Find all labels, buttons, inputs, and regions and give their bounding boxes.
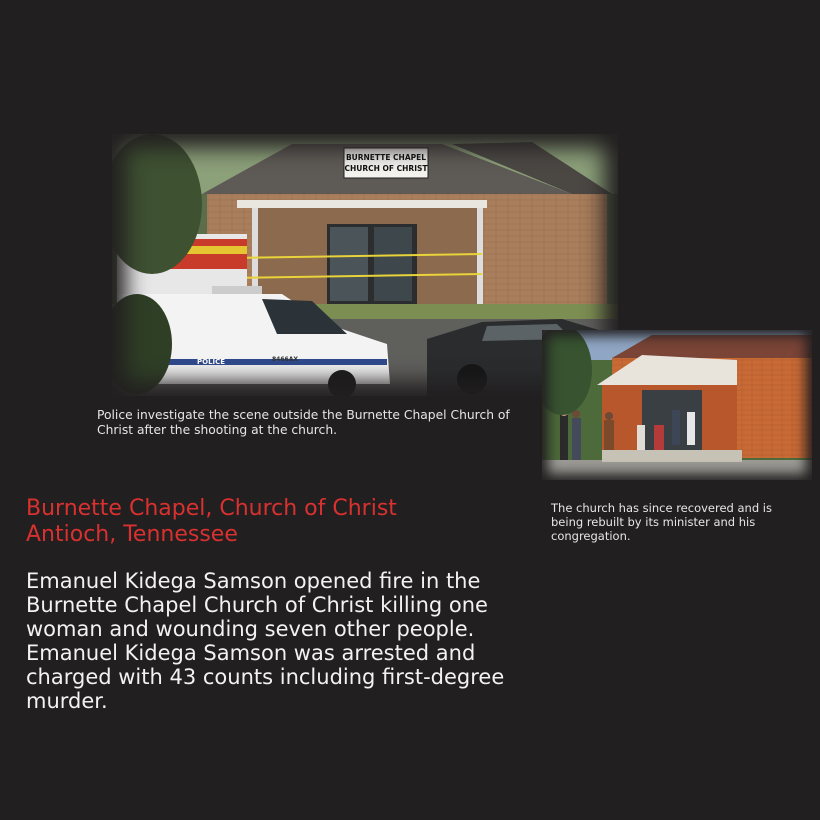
- second-photo-caption: The church has since recovered and is being rebuilt by its minister and his congregation.: [551, 501, 772, 543]
- location-line-1: Burnette Chapel, Church of Christ: [26, 496, 397, 521]
- van-police-text: POLICE: [197, 358, 226, 366]
- sign-line-2: CHURCH OF CHRIST: [344, 164, 428, 173]
- sign-line-1: BURNETTE CHAPEL: [345, 153, 427, 162]
- church-sign: [344, 148, 428, 178]
- rebuilt-church-photo: [542, 330, 812, 480]
- location-heading: [26, 496, 506, 548]
- location-line-2: Antioch, Tennessee: [26, 522, 238, 547]
- van-plate: 8466AX: [272, 356, 298, 363]
- incident-description: Emanuel Kidega Samson opened fire in the Burnette Chapel Church of Christ killing one woman and wounding seven other people. Emanuel Kidega Samson was arrested and charged with 43 counts including first-degree murder.: [26, 569, 505, 713]
- main-photo-caption: Police investigate the scene outside the Burnette Chapel Church of Christ after the shooting at the church.: [97, 408, 510, 437]
